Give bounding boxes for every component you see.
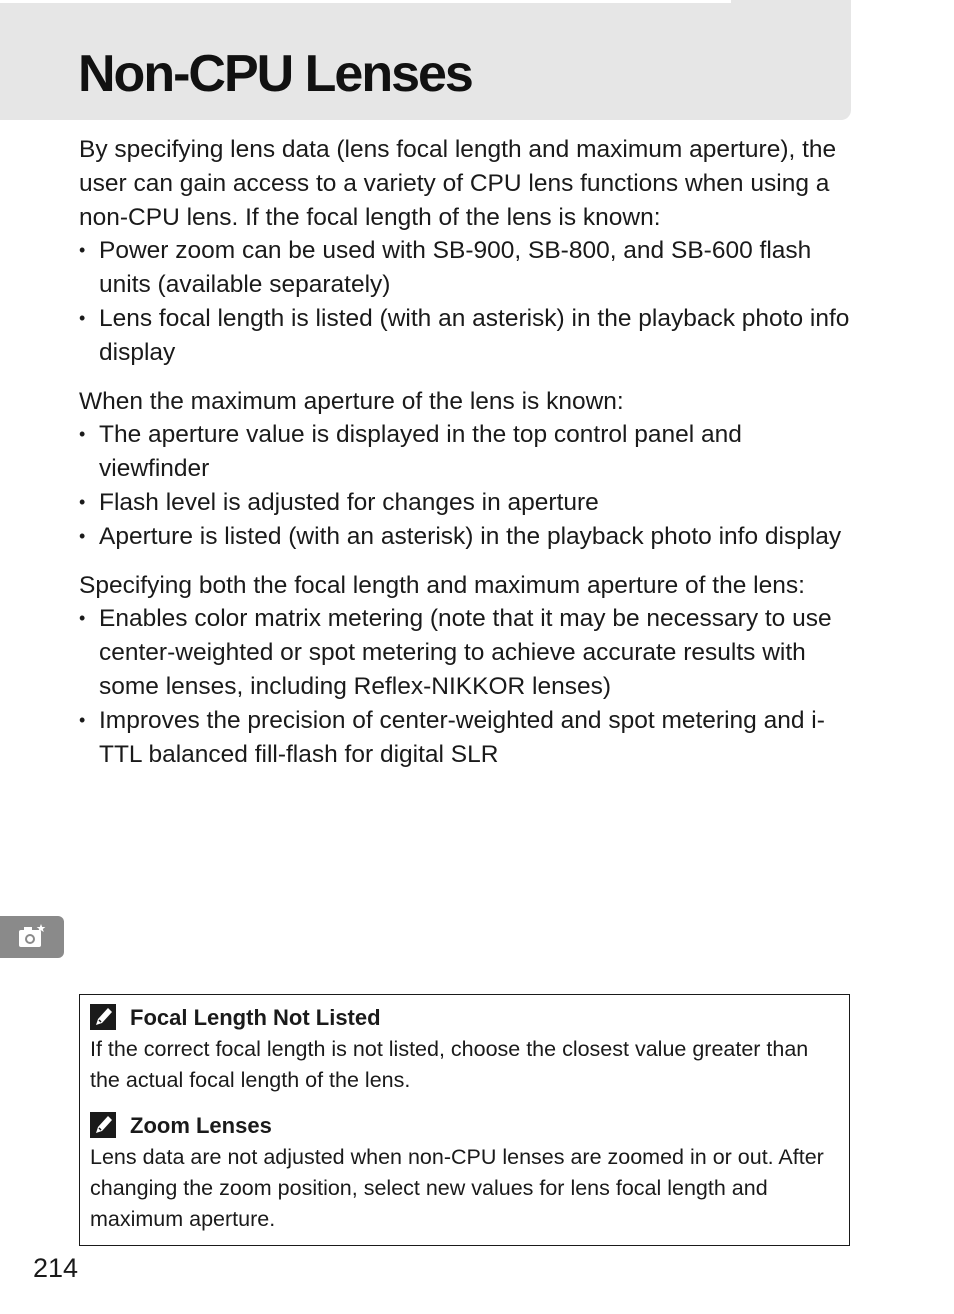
page-number: 214: [33, 1253, 79, 1283]
note-pencil-icon: [90, 1112, 116, 1138]
list-item: • Power zoom can be used with SB-900, SB-800, and SB-600 flash units (available separately): [79, 234, 854, 302]
note-title: Zoom Lenses: [130, 1112, 272, 1138]
note-heading: [90, 1000, 839, 1034]
list-item: • Improves the precision of center-weighted and spot metering and i-TTL balanced fill-flash for digital SLR: [79, 704, 854, 772]
both-paragraph: Specifying both the focal length and maximum aperture of the lens:: [79, 571, 805, 599]
note-pencil-icon: [90, 1004, 116, 1030]
notes-box: [79, 994, 850, 1246]
note-body: If the correct focal length is not listed, choose the closest value greater than the actual focal length of the lens.: [90, 1037, 809, 1092]
note-heading: [90, 1108, 839, 1142]
note-title: Focal Length Not Listed: [130, 1004, 381, 1030]
section-side-tab: [0, 916, 64, 958]
main-content: [79, 133, 854, 771]
camera-settings-icon: [17, 923, 47, 951]
title-band-top-line: [0, 0, 731, 3]
title-band: [0, 0, 851, 120]
note-body: Lens data are not adjusted when non-CPU lenses are zoomed in or out. After changing the zoom position, select new values for lens focal length and maximum aperture.: [90, 1145, 824, 1231]
intro-paragraph: By specifying lens data (lens focal length and maximum aperture), the user can gain access to a variety of CPU lens functions when using a non-CPU lens. If the focal length of the lens is known:: [79, 136, 837, 231]
list-item: • Flash level is adjusted for changes in aperture: [79, 486, 854, 520]
intro-bullet-list: [79, 234, 854, 369]
list-item: • Lens focal length is listed (with an asterisk) in the playback photo info display: [79, 302, 854, 370]
aperture-bullet-list: [79, 418, 854, 553]
list-item: • Aperture is listed (with an asterisk) in the playback photo info display: [79, 520, 854, 554]
both-bullet-list: [79, 602, 854, 771]
list-item: • The aperture value is displayed in the top control panel and viewfinder: [79, 418, 854, 486]
page-title: Non-CPU Lenses: [78, 45, 472, 103]
list-item: • Enables color matrix metering (note that it may be necessary to use center-weighted or spot metering to achieve accurate results with some lenses, including Reflex-NIKKOR lenses): [79, 602, 854, 703]
aperture-paragraph: When the maximum aperture of the lens is known:: [79, 387, 624, 415]
